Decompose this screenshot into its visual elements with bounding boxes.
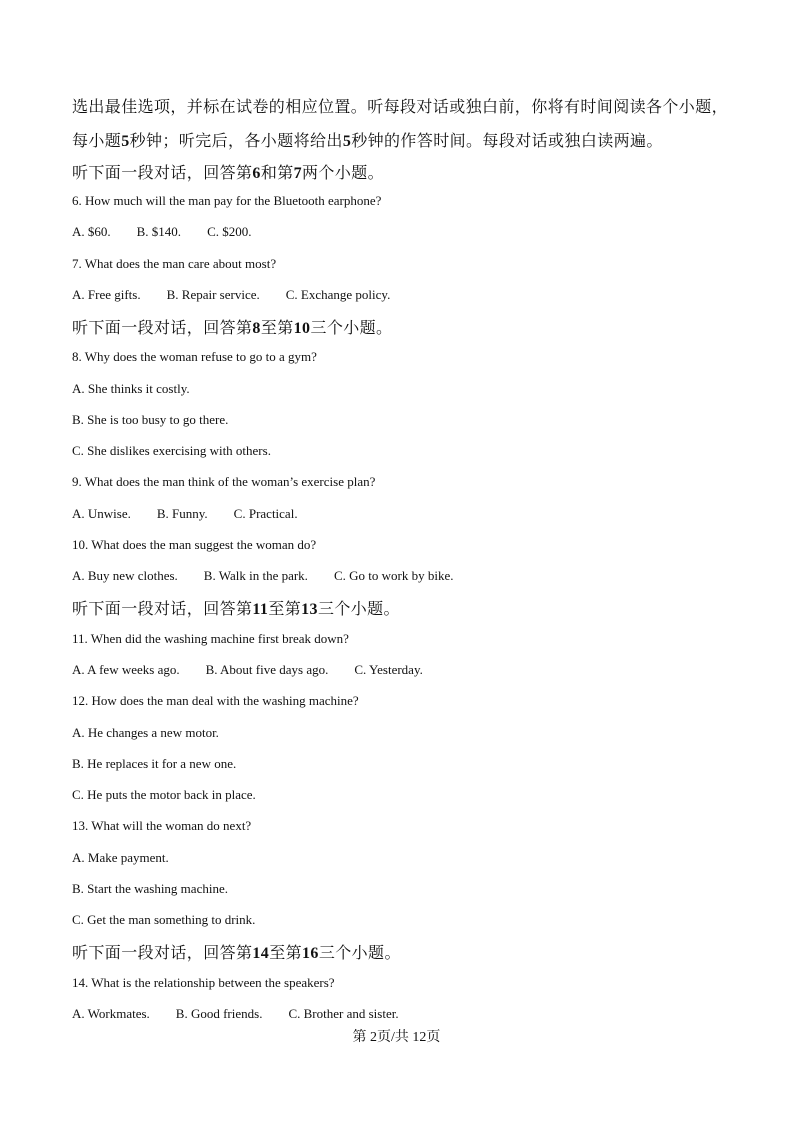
page-footer: 第 2页/共 12页	[352, 1030, 441, 1045]
section-heading-2	[72, 315, 392, 338]
section-text: 听下面一段对话，回答第	[72, 165, 253, 182]
option-c: C. Practical.	[233, 506, 298, 521]
instruction-text: 选出最佳选项，并标在试卷的相应位置。听每段对话或独白前，你将有时间阅读各个小题，	[72, 99, 729, 116]
question-9: 9. What does the man think of the woman’s exercise plan?	[72, 474, 376, 489]
section-text: 三个小题。	[317, 601, 400, 618]
option-a: A. Workmates.	[72, 1006, 150, 1021]
option-b: B. Repair service.	[166, 287, 260, 302]
question-14-options	[72, 1006, 399, 1022]
question-9-options	[72, 506, 298, 522]
section-text: 至第	[260, 320, 294, 337]
section-text: 至第	[268, 601, 302, 618]
question-14: 14. What is the relationship between the speakers?	[72, 975, 335, 990]
question-12-option-a: A. He changes a new motor.	[72, 725, 219, 740]
option-b: B. Good friends.	[175, 1006, 263, 1021]
option-b: B. Walk in the park.	[203, 568, 308, 583]
section-heading-3	[72, 596, 400, 619]
section-number: 11	[252, 601, 269, 618]
section-number: 16	[302, 945, 319, 962]
section-text: 两个小题。	[302, 165, 385, 182]
instruction-line-1	[72, 94, 728, 117]
section-text: 听下面一段对话，回答第	[72, 945, 253, 962]
option-a: A. A few weeks ago.	[72, 662, 180, 677]
option-b: B. About five days ago.	[205, 662, 329, 677]
section-heading-4	[72, 940, 401, 963]
section-text: 至第	[269, 945, 303, 962]
question-10: 10. What does the man suggest the woman do?	[72, 537, 317, 552]
question-11-options	[72, 662, 423, 678]
section-text: 三个小题。	[310, 320, 393, 337]
option-b: B. $140.	[136, 224, 182, 239]
option-c: C. Brother and sister.	[288, 1006, 399, 1021]
instruction-number: 5	[121, 133, 130, 150]
option-c: C. Yesterday.	[354, 662, 423, 677]
instruction-line-2	[72, 128, 663, 151]
question-10-options	[72, 568, 453, 584]
option-c: C. $200.	[207, 224, 252, 239]
section-text: 和第	[260, 165, 294, 182]
option-b: B. Funny.	[156, 506, 208, 521]
option-a: A. Free gifts.	[72, 287, 141, 302]
section-number: 10	[293, 320, 311, 337]
instruction-number: 5	[342, 133, 352, 150]
section-text: 听下面一段对话，回答第	[72, 320, 253, 337]
question-8-option-c: C. She dislikes exercising with others.	[72, 443, 271, 458]
option-a: A. $60.	[72, 224, 111, 239]
instruction-text: 秒钟；听完后，各小题将给出	[129, 133, 343, 150]
question-13: 13. What will the woman do next?	[72, 818, 252, 833]
instruction-text: 每小题	[72, 133, 122, 150]
question-13-option-b: B. Start the washing machine.	[72, 881, 228, 896]
option-a: A. Unwise.	[72, 506, 131, 521]
question-12: 12. How does the man deal with the washing machine?	[72, 693, 359, 708]
section-number: 14	[252, 945, 270, 962]
option-c: C. Exchange policy.	[285, 287, 391, 302]
option-c: C. Go to work by bike.	[333, 568, 454, 583]
question-12-option-c: C. He puts the motor back in place.	[72, 787, 256, 802]
instruction-text: 秒钟的作答时间。每段对话或独白读两遍。	[351, 133, 663, 150]
section-number: 13	[301, 601, 318, 618]
question-8: 8. Why does the woman refuse to go to a gym?	[72, 349, 317, 364]
question-8-option-b: B. She is too busy to go there.	[72, 412, 229, 427]
section-heading-1	[72, 160, 384, 183]
question-6-options	[72, 224, 251, 240]
question-11: 11. When did the washing machine first break down?	[72, 631, 349, 646]
section-number: 6	[252, 165, 261, 182]
section-number: 7	[293, 165, 303, 182]
question-6: 6. How much will the man pay for the Bluetooth earphone?	[72, 193, 382, 208]
question-13-option-a: A. Make payment.	[72, 850, 169, 865]
section-text: 听下面一段对话，回答第	[72, 601, 253, 618]
question-8-option-a: A. She thinks it costly.	[72, 381, 190, 396]
question-12-option-b: B. He replaces it for a new one.	[72, 756, 237, 771]
question-7: 7. What does the man care about most?	[72, 256, 277, 271]
section-number: 8	[252, 320, 261, 337]
section-text: 三个小题。	[318, 945, 401, 962]
question-13-option-c: C. Get the man something to drink.	[72, 912, 256, 927]
option-a: A. Buy new clothes.	[72, 568, 178, 583]
question-7-options	[72, 287, 390, 303]
